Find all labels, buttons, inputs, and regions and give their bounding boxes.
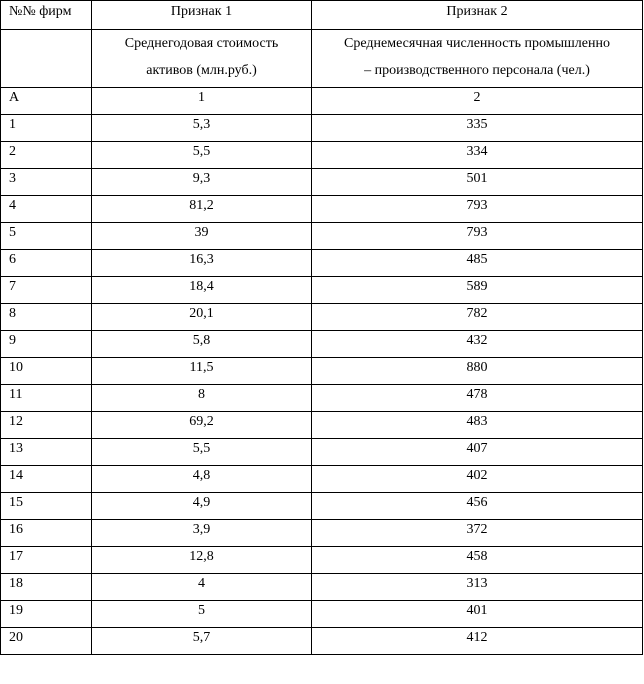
staff-count-cell: 372 (312, 520, 643, 547)
firm-number-cell: 20 (1, 628, 92, 655)
asset-value-cell: 5,8 (92, 331, 312, 358)
firm-number-cell: 18 (1, 574, 92, 601)
staff-count-cell: 793 (312, 196, 643, 223)
staff-count-cell: 313 (312, 574, 643, 601)
asset-value-cell: 3,9 (92, 520, 312, 547)
table-row (1, 358, 643, 385)
table-row (1, 142, 643, 169)
table-index-row (1, 88, 643, 115)
asset-value-cell: 5,3 (92, 115, 312, 142)
asset-value-cell: 69,2 (92, 412, 312, 439)
firm-number-cell: 13 (1, 439, 92, 466)
firm-number-cell: 4 (1, 196, 92, 223)
index-cell-1: 1 (92, 88, 312, 115)
staff-count-cell: 401 (312, 601, 643, 628)
table-row (1, 493, 643, 520)
index-cell-0: А (1, 88, 92, 115)
asset-value-cell: 4,9 (92, 493, 312, 520)
table-row (1, 628, 643, 655)
firm-number-cell: 17 (1, 547, 92, 574)
staff-count-cell: 458 (312, 547, 643, 574)
asset-value-cell: 20,1 (92, 304, 312, 331)
table-row (1, 250, 643, 277)
asset-value-cell: 5 (92, 601, 312, 628)
table-row (1, 520, 643, 547)
staff-count-cell: 432 (312, 331, 643, 358)
firm-number-cell: 10 (1, 358, 92, 385)
firm-number-cell: 16 (1, 520, 92, 547)
asset-value-cell: 5,5 (92, 439, 312, 466)
table-row (1, 169, 643, 196)
staff-count-cell: 793 (312, 223, 643, 250)
subheader-feature-1-line-2: активов (млн.руб.) (146, 63, 257, 78)
staff-count-cell: 782 (312, 304, 643, 331)
firm-number-cell: 2 (1, 142, 92, 169)
table-row (1, 466, 643, 493)
asset-value-cell: 18,4 (92, 277, 312, 304)
index-cell-2: 2 (312, 88, 643, 115)
asset-value-cell: 81,2 (92, 196, 312, 223)
table-row (1, 547, 643, 574)
table-subheader-row (1, 30, 643, 88)
table-row (1, 223, 643, 250)
subheader-feature-2-line-2: – производственного персонала (чел.) (364, 63, 590, 78)
subheader-feature-2-line-1: Среднемесячная численность промышленно (344, 36, 610, 51)
asset-value-cell: 5,7 (92, 628, 312, 655)
staff-count-cell: 335 (312, 115, 643, 142)
table-row (1, 196, 643, 223)
asset-value-cell: 8 (92, 385, 312, 412)
asset-value-cell: 39 (92, 223, 312, 250)
firm-number-cell: 5 (1, 223, 92, 250)
table-row (1, 115, 643, 142)
staff-count-cell: 478 (312, 385, 643, 412)
subheader-feature-2-description (312, 30, 643, 88)
firm-number-cell: 3 (1, 169, 92, 196)
staff-count-cell: 483 (312, 412, 643, 439)
firm-number-cell: 7 (1, 277, 92, 304)
firm-number-cell: 19 (1, 601, 92, 628)
firm-number-cell: 8 (1, 304, 92, 331)
asset-value-cell: 12,8 (92, 547, 312, 574)
asset-value-cell: 4 (92, 574, 312, 601)
firm-number-cell: 1 (1, 115, 92, 142)
table-row (1, 304, 643, 331)
staff-count-cell: 412 (312, 628, 643, 655)
asset-value-cell: 16,3 (92, 250, 312, 277)
asset-value-cell: 11,5 (92, 358, 312, 385)
header-firm-number: №№ фирм (1, 1, 92, 30)
firm-number-cell: 11 (1, 385, 92, 412)
subheader-empty-cell (1, 30, 92, 88)
firm-number-cell: 14 (1, 466, 92, 493)
staff-count-cell: 456 (312, 493, 643, 520)
table-row (1, 439, 643, 466)
subheader-feature-1-line-1: Среднегодовая стоимость (124, 36, 279, 51)
staff-count-cell: 501 (312, 169, 643, 196)
staff-count-cell: 589 (312, 277, 643, 304)
asset-value-cell: 9,3 (92, 169, 312, 196)
table-row (1, 331, 643, 358)
asset-value-cell: 4,8 (92, 466, 312, 493)
header-feature-2: Признак 2 (312, 1, 643, 30)
firm-number-cell: 6 (1, 250, 92, 277)
staff-count-cell: 485 (312, 250, 643, 277)
staff-count-cell: 334 (312, 142, 643, 169)
firm-number-cell: 9 (1, 331, 92, 358)
table-row (1, 574, 643, 601)
header-feature-1: Признак 1 (92, 1, 312, 30)
table-row (1, 277, 643, 304)
firm-number-cell: 12 (1, 412, 92, 439)
table-row (1, 385, 643, 412)
table-row (1, 412, 643, 439)
asset-value-cell: 5,5 (92, 142, 312, 169)
table-body (1, 1, 643, 655)
staff-count-cell: 880 (312, 358, 643, 385)
staff-count-cell: 407 (312, 439, 643, 466)
table-header-row (1, 1, 643, 30)
table-row (1, 601, 643, 628)
subheader-feature-1-description (92, 30, 312, 88)
staff-count-cell: 402 (312, 466, 643, 493)
firm-number-cell: 15 (1, 493, 92, 520)
